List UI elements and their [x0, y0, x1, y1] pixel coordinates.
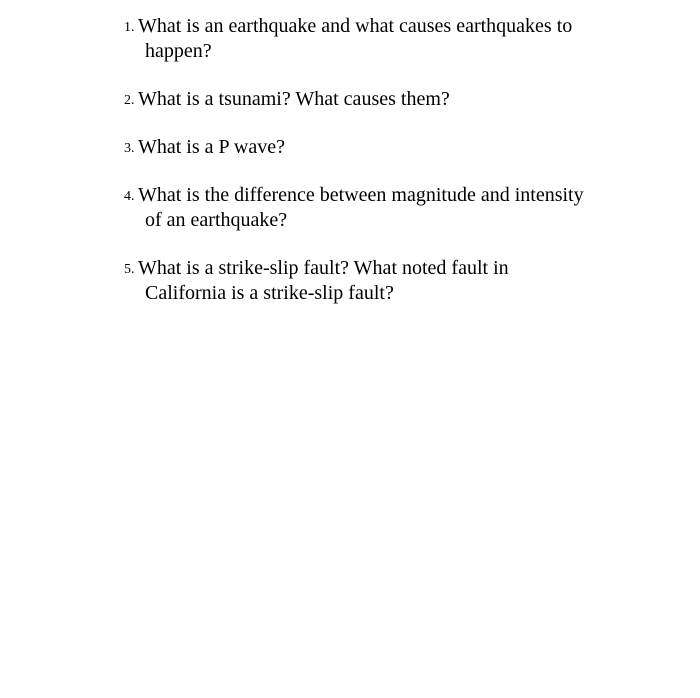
question-4 [124, 183, 644, 233]
question-text-line: of an earthquake? [145, 209, 288, 231]
question-number: 4. [124, 189, 135, 204]
question-5 [124, 256, 644, 306]
question-number: 1. [124, 20, 135, 35]
question-number: 5. [124, 262, 135, 277]
question-text-line: What is a strike-slip fault? What noted fault in [138, 257, 509, 279]
question-number: 3. [124, 141, 135, 156]
question-list [124, 14, 644, 306]
question-1 [124, 14, 644, 64]
question-text-line: What is the difference between magnitude and intensity [138, 184, 584, 206]
question-text-line: What is a tsunami? What causes them? [138, 88, 450, 110]
question-text-line: California is a strike-slip fault? [145, 282, 394, 304]
question-text-line: happen? [145, 40, 212, 62]
question-text-line: What is a P wave? [138, 136, 285, 158]
question-3 [124, 135, 644, 160]
question-2 [124, 87, 644, 112]
question-text-line: What is an earthquake and what causes earthquakes to [138, 15, 573, 37]
question-number: 2. [124, 93, 135, 108]
